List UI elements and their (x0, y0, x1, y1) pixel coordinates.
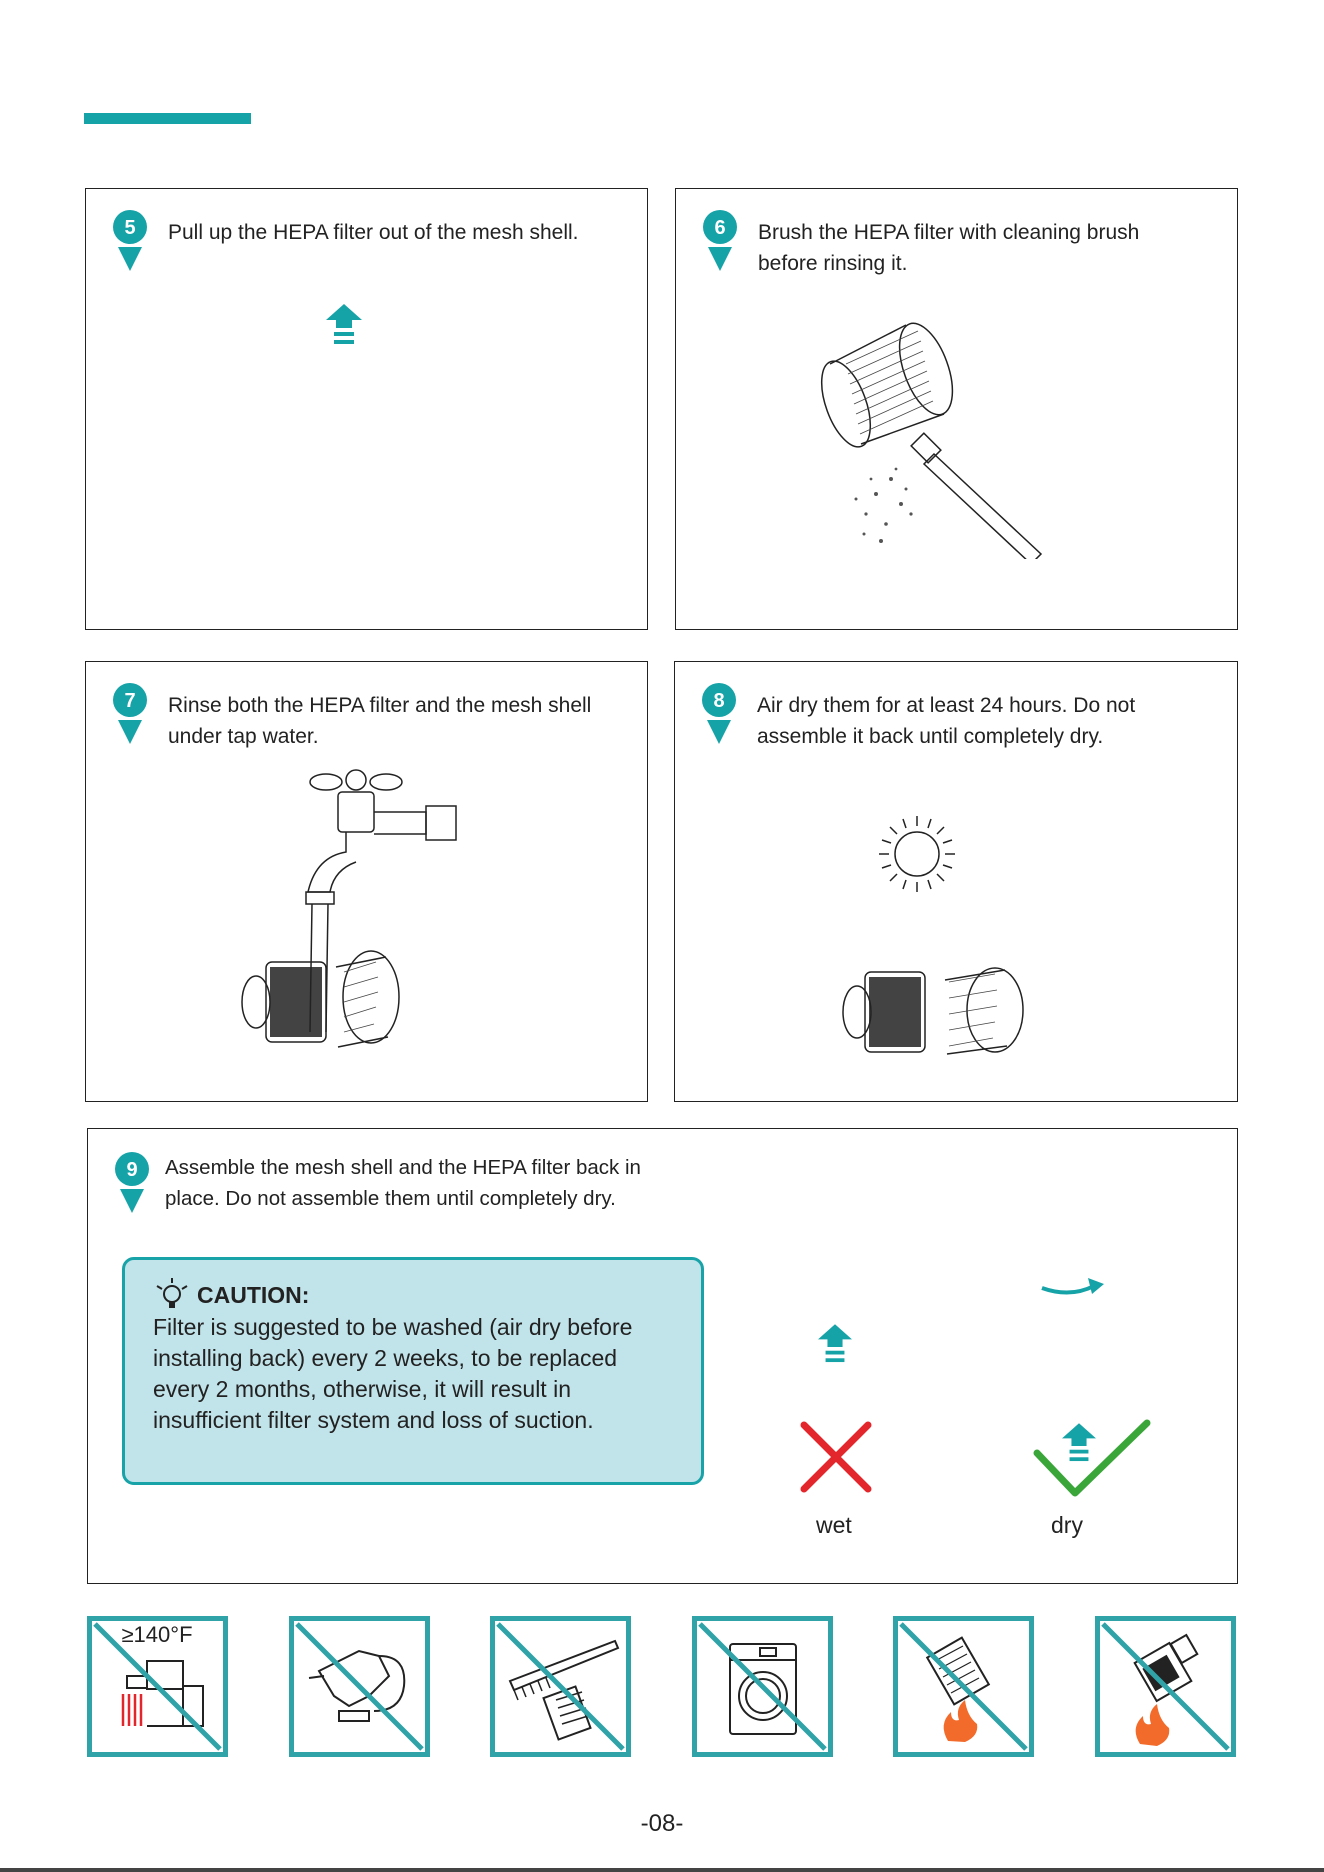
step-7-badge-icon (112, 682, 148, 744)
no-brush-scrub-icon (490, 1616, 631, 1757)
rotate-arrow-icon (1038, 1274, 1108, 1302)
up-arrow-icon (1062, 1423, 1096, 1467)
wrong-cross-icon (798, 1419, 874, 1495)
up-arrow-icon (818, 1324, 852, 1368)
caution-heading (153, 1278, 673, 1312)
caution-title: CAUTION: (197, 1281, 310, 1308)
drying-filters-illustration (835, 962, 1075, 1062)
no-hot-water-icon (87, 1616, 228, 1757)
step-7-number: 7 (124, 690, 136, 712)
step-6-text: Brush the HEPA filter with cleaning brush before rinsing it. (758, 221, 1140, 275)
lightbulb-icon (153, 1278, 191, 1312)
wet-label: wet (816, 1512, 852, 1538)
step-9-number: 9 (126, 1159, 138, 1181)
step-5-badge-icon (112, 209, 148, 271)
caution-text: Filter is suggested to be washed (air dry before installing back) every 2 weeks, to be replaced every 2 months, otherwise, it will result in insufficient filter system and loss of suction. (153, 1314, 633, 1433)
step-6-badge-icon (702, 209, 738, 271)
no-fire-shell-icon (1095, 1616, 1236, 1757)
step-7-panel (85, 661, 648, 1102)
page-number: -08- (640, 1810, 684, 1837)
step-7-text: Rinse both the HEPA filter and the mesh shell under tap water. (168, 694, 592, 748)
sun-icon (875, 812, 959, 896)
step-8-number: 8 (713, 690, 725, 712)
step-6-number: 6 (714, 217, 726, 239)
step-8-panel (674, 661, 1238, 1102)
caution-box (122, 1257, 704, 1485)
tap-water-rinse-illustration (226, 762, 516, 1062)
no-vacuum-body-wash-icon (289, 1616, 430, 1757)
step-8-text: Air dry them for at least 24 hours. Do not assemble it back until completely dry. (757, 694, 1136, 748)
step-5-panel (85, 188, 648, 630)
hot-water-temp-label: ≥140°F (121, 1622, 193, 1647)
step-9-text: Assemble the mesh shell and the HEPA filter back in place. Do not assemble them until completely dry. (165, 1156, 641, 1210)
no-washing-machine-icon (692, 1616, 833, 1757)
step-5-number: 5 (124, 217, 136, 239)
section-accent-bar (84, 113, 251, 124)
bottom-rule (0, 1868, 1324, 1872)
up-arrow-icon (326, 304, 362, 350)
no-fire-filter-icon (893, 1616, 1034, 1757)
step-5-text: Pull up the HEPA filter out of the mesh shell. (168, 221, 579, 244)
step-8-badge-icon (701, 682, 737, 744)
filter-brushing-illustration (806, 319, 1076, 559)
step-6-panel (675, 188, 1238, 630)
dry-label: dry (1051, 1512, 1083, 1538)
step-9-panel (87, 1128, 1238, 1584)
step-9-badge-icon (114, 1151, 150, 1213)
